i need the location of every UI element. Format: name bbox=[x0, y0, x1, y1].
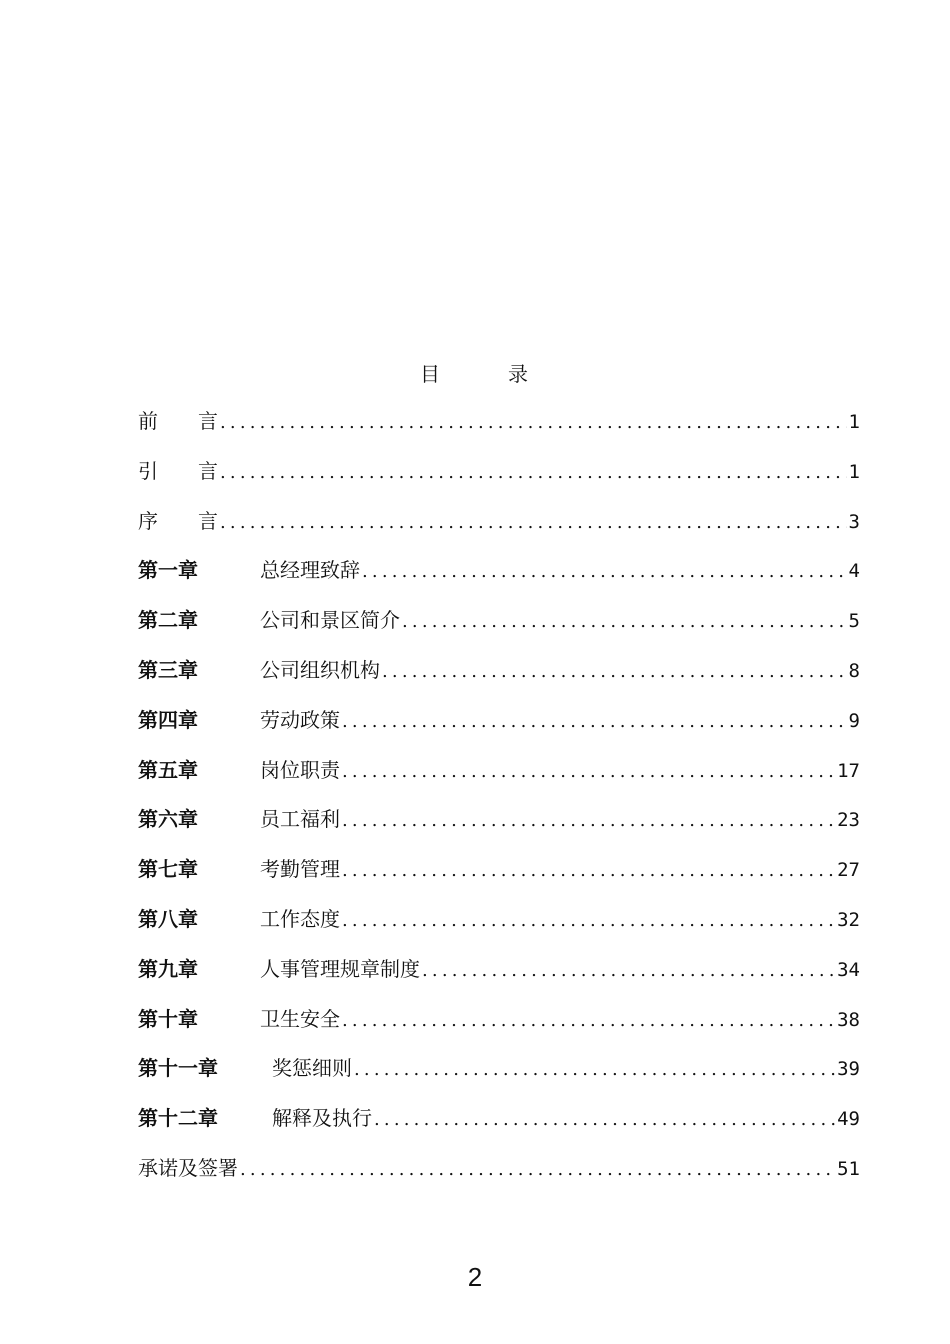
toc-leader-dots bbox=[342, 711, 847, 732]
toc-leader-dots bbox=[362, 561, 847, 582]
toc-entry[interactable] bbox=[138, 554, 860, 604]
toc-entry[interactable] bbox=[138, 604, 860, 654]
toc-page-number: 1 bbox=[848, 460, 860, 483]
toc-entry[interactable] bbox=[138, 953, 860, 1003]
toc-page-number: 17 bbox=[837, 759, 860, 782]
toc-page-number: 38 bbox=[837, 1008, 860, 1031]
toc-entry-title: 承诺及签署 bbox=[138, 1155, 238, 1180]
toc-leader-dots bbox=[220, 412, 847, 433]
toc-entry-title: 奖惩细则 bbox=[272, 1056, 352, 1081]
toc-entry-title: 序 言 bbox=[138, 508, 218, 533]
toc-chapter-number: 第六章 bbox=[138, 807, 198, 832]
toc-entry[interactable] bbox=[138, 803, 860, 853]
toc-chapter-number: 第七章 bbox=[138, 857, 198, 882]
toc-entry-title: 员工福利 bbox=[260, 807, 340, 832]
toc-entry[interactable] bbox=[138, 1052, 860, 1102]
toc-leader-dots bbox=[374, 1109, 835, 1130]
toc-leader-dots bbox=[220, 462, 847, 483]
toc-entry-title: 人事管理规章制度 bbox=[260, 956, 420, 981]
toc-page-number: 49 bbox=[837, 1108, 860, 1131]
toc-page-number: 1 bbox=[848, 411, 860, 433]
toc-entry[interactable] bbox=[138, 1003, 860, 1053]
toc-page-number: 23 bbox=[837, 809, 860, 832]
toc-page-number: 3 bbox=[848, 510, 860, 533]
toc-leader-dots bbox=[382, 661, 847, 682]
toc-leader-dots bbox=[342, 810, 835, 831]
toc-chapter-number: 第一章 bbox=[138, 558, 198, 583]
toc-leader-dots bbox=[342, 860, 835, 881]
toc-title: 目 录 bbox=[420, 362, 530, 386]
toc-entry-title: 引 言 bbox=[138, 458, 218, 483]
toc-entry[interactable] bbox=[138, 704, 860, 754]
toc-entry-title: 考勤管理 bbox=[260, 857, 340, 882]
toc-chapter-number: 第九章 bbox=[138, 956, 198, 981]
toc-chapter-number: 第十一章 bbox=[138, 1056, 218, 1081]
toc-chapter-number: 第五章 bbox=[138, 757, 198, 782]
toc-leader-dots bbox=[354, 1059, 835, 1080]
toc-entry[interactable] bbox=[138, 455, 860, 505]
toc-entry-title: 公司和景区简介 bbox=[260, 608, 400, 633]
toc-leader-dots bbox=[402, 611, 847, 632]
toc-entry-title: 工作态度 bbox=[260, 906, 340, 931]
toc-entry[interactable] bbox=[138, 754, 860, 804]
toc-page-number: 5 bbox=[848, 610, 860, 633]
toc-page-number: 34 bbox=[837, 958, 860, 981]
toc-chapter-number: 第二章 bbox=[138, 608, 198, 633]
toc-page-number: 51 bbox=[837, 1157, 860, 1180]
toc-page-number: 8 bbox=[848, 659, 860, 682]
toc-entry[interactable] bbox=[138, 903, 860, 953]
toc-entry-title: 解释及执行 bbox=[272, 1106, 372, 1131]
toc-entry-title: 卫生安全 bbox=[260, 1006, 340, 1031]
toc-entry-title: 公司组织机构 bbox=[260, 657, 380, 682]
toc-chapter-number: 第三章 bbox=[138, 657, 198, 682]
toc-leader-dots bbox=[240, 1159, 835, 1180]
page-number: 2 bbox=[467, 1262, 483, 1292]
toc-entry-title: 前 言 bbox=[138, 409, 218, 433]
toc-page-number: 32 bbox=[837, 908, 860, 931]
toc-leader-dots bbox=[422, 960, 835, 981]
toc-chapter-number: 第四章 bbox=[138, 707, 198, 732]
toc-leader-dots bbox=[342, 1010, 835, 1031]
toc-list bbox=[138, 405, 860, 1202]
toc-entry[interactable] bbox=[138, 505, 860, 555]
toc-page-number: 4 bbox=[848, 560, 860, 583]
toc-chapter-number: 第十章 bbox=[138, 1006, 198, 1031]
toc-entry-title: 岗位职责 bbox=[260, 757, 340, 782]
toc-leader-dots bbox=[342, 910, 835, 931]
toc-entry-title: 总经理致辞 bbox=[260, 558, 360, 583]
toc-leader-dots bbox=[342, 761, 835, 782]
toc-entry[interactable] bbox=[138, 853, 860, 903]
toc-entry[interactable] bbox=[138, 1152, 860, 1202]
toc-page-number: 27 bbox=[837, 859, 860, 882]
toc-page-number: 9 bbox=[848, 709, 860, 732]
toc-chapter-number: 第十二章 bbox=[138, 1106, 218, 1131]
toc-entry[interactable] bbox=[138, 1102, 860, 1152]
toc-chapter-number: 第八章 bbox=[138, 906, 198, 931]
toc-page-number: 39 bbox=[837, 1058, 860, 1081]
toc-leader-dots bbox=[220, 512, 847, 533]
toc-entry[interactable] bbox=[138, 654, 860, 704]
toc-entry-title: 劳动政策 bbox=[260, 707, 340, 732]
toc-entry[interactable] bbox=[138, 405, 860, 455]
